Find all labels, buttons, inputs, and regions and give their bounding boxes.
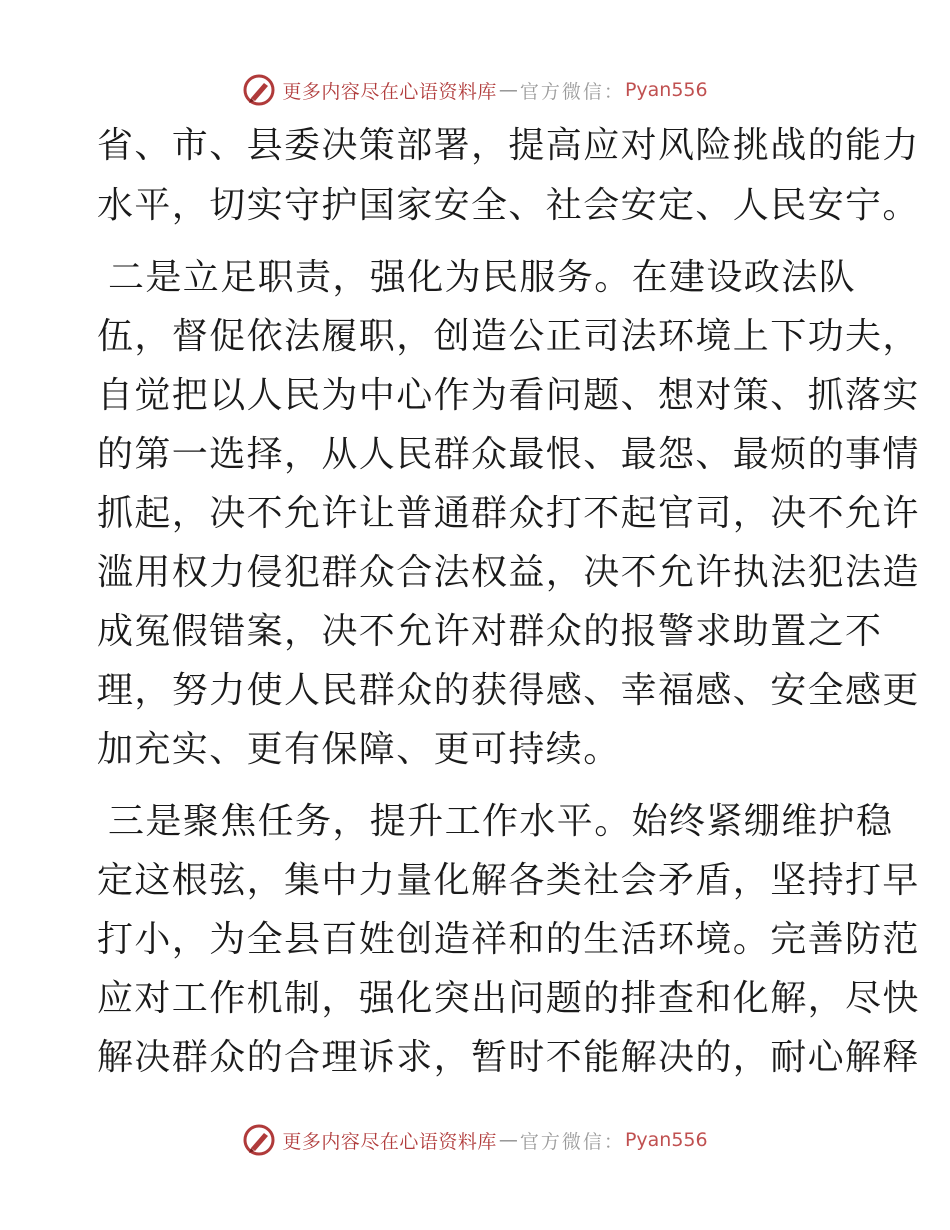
banner-separator: — bbox=[498, 1129, 518, 1151]
text-line: 解决群众的合理诉求，暂时不能解决的，耐心解释 bbox=[97, 1037, 920, 1078]
text-line: 省、市、县委决策部署，提高应对风险挑战的能力 bbox=[97, 125, 920, 166]
text-line: 加充实、更有保障、更可持续。 bbox=[97, 729, 621, 770]
text-line: 滥用权力侵犯群众合法权益，决不允许执法犯法造 bbox=[97, 552, 920, 593]
text-line: 打小，为全县百姓创造祥和的生活环境。完善防范 bbox=[97, 919, 920, 960]
text-line: 定这根弦，集中力量化解各类社会矛盾，坚持打早 bbox=[97, 860, 920, 901]
text-line: 自觉把以人民为中心作为看问题、想对策、抓落实 bbox=[97, 375, 920, 416]
text-line: 伍，督促依法履职，创造公正司法环境上下功夫， bbox=[97, 316, 920, 357]
paragraph-start-line: 二是立足职责，强化为民服务。在建设政法队 bbox=[108, 257, 857, 298]
banner-separator: — bbox=[498, 79, 518, 101]
text-line: 的第一选择，从人民群众最恨、最怨、最烦的事情 bbox=[97, 434, 920, 475]
text-line: 抓起，决不允许让普通群众打不起官司，决不允许 bbox=[97, 493, 920, 534]
text-line: 应对工作机制，强化突出问题的排查和化解，尽快 bbox=[97, 978, 920, 1019]
header-banner bbox=[0, 70, 950, 110]
banner-label: 官方微信： bbox=[519, 80, 625, 103]
pen-logo-icon bbox=[242, 1123, 276, 1157]
banner-label: 官方微信： bbox=[519, 1130, 625, 1153]
banner-text: 更多内容尽在心语资料库 bbox=[282, 80, 497, 103]
banner-text: 更多内容尽在心语资料库 bbox=[282, 1130, 497, 1153]
text-line: 理，努力使人民群众的获得感、幸福感、安全感更 bbox=[97, 670, 920, 711]
text-line: 水平，切实守护国家安全、社会安定、人民安宁。 bbox=[97, 185, 920, 226]
paragraph-start-line: 三是聚焦任务，提升工作水平。始终紧绷维护稳 bbox=[108, 801, 894, 842]
text-line: 成冤假错案，决不允许对群众的报警求助置之不 bbox=[97, 611, 883, 652]
wechat-id: Pyan556 bbox=[624, 79, 708, 101]
pen-logo-icon bbox=[242, 73, 276, 107]
wechat-id: Pyan556 bbox=[624, 1129, 708, 1151]
footer-banner bbox=[0, 1120, 950, 1160]
